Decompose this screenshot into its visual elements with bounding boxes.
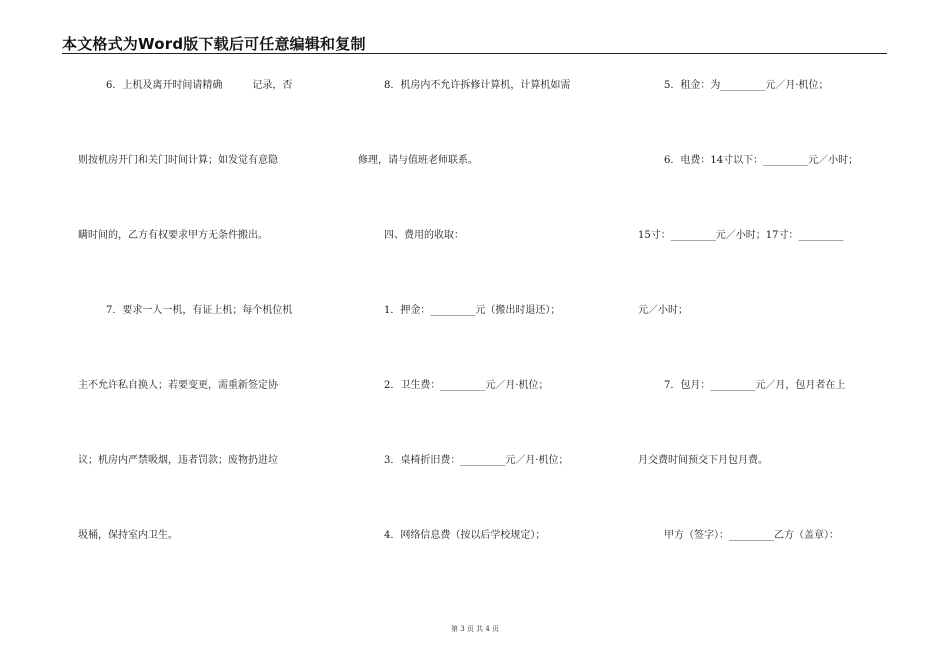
right-line-7: 甲方（签字）：_________乙方（盖章）： — [664, 530, 839, 541]
left-line-6: 议；机房内严禁吸烟，违者罚款；废物扔进垃 — [78, 455, 278, 466]
right-line-5: 7．包月：_________元／月，包月者在上 — [664, 380, 846, 391]
middle-line-3: 四、费用的收取： — [384, 230, 464, 241]
middle-line-7: 4．网络信息费（按以后学校规定）； — [384, 530, 546, 541]
middle-line-1: 8．机房内不允许拆修计算机，计算机如需 — [384, 80, 571, 91]
left-line-2: 则按机房开门和关门时间计算；如发觉有意隐 — [78, 155, 278, 166]
page-number: 第 3 页 共 4 页 — [450, 625, 500, 633]
right-line-3: 15寸：_________元／小时；17寸：_________ — [638, 230, 844, 241]
left-line-5: 主不允许私自换人；若要变更，需重新签定协 — [78, 380, 278, 391]
middle-line-5: 2．卫生费：_________元／月·机位； — [384, 380, 549, 391]
middle-line-6: 3．桌椅折旧费：_________元／月·机位； — [384, 455, 569, 466]
header-divider — [62, 53, 887, 54]
left-line-3: 瞒时间的，乙方有权要求甲方无条件搬出。 — [78, 230, 268, 241]
left-line-4: 7．要求一人一机，有证上机；每个机位机 — [106, 305, 293, 316]
middle-line-2: 修理，请与值班老师联系。 — [358, 155, 478, 166]
left-line-1: 6．上机及离开时间请精确 记录，否 — [106, 80, 293, 91]
right-line-1: 5．租金：为_________元／月·机位； — [664, 80, 829, 91]
left-line-7: 圾桶，保持室内卫生。 — [78, 530, 178, 541]
right-line-6: 月交费时间预交下月包月费。 — [638, 455, 768, 466]
right-line-2: 6．电费：14寸以下：_________元／小时； — [664, 155, 859, 166]
right-line-4: 元／小时； — [638, 305, 688, 316]
middle-line-4: 1．押金：_________元（搬出时退还）； — [384, 305, 561, 316]
document-header-title: 本文格式为Word版下载后可任意编辑和复制 — [62, 35, 366, 53]
